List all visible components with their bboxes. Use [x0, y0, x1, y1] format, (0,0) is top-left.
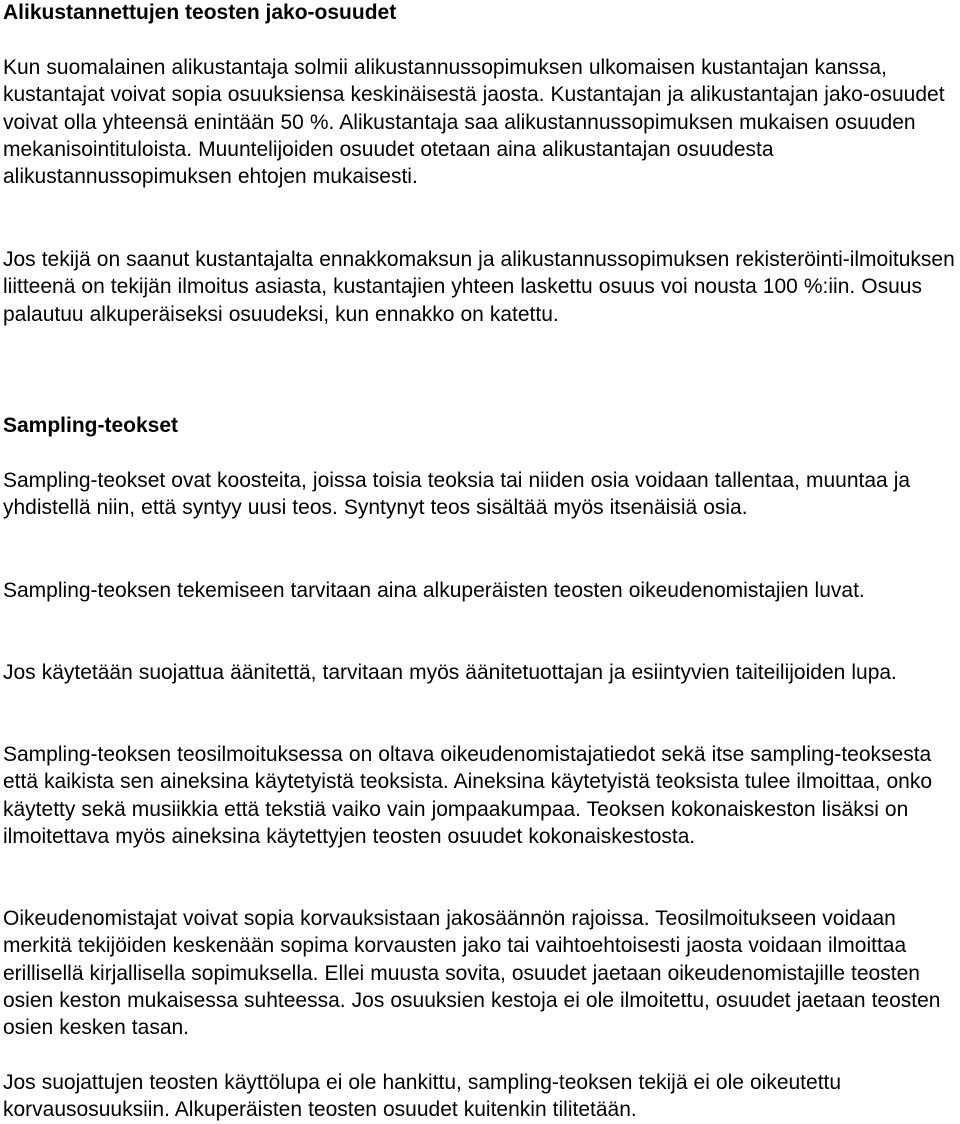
section-heading-alikustannettujen: Alikustannettujen teosten jako-osuudet [3, 1, 397, 24]
paragraph-sampling-5: Oikeudenomistajat voivat sopia korvauksistaan jakosäännön rajoissa. Teosilmoitukseen voidaan merkitä tekijöiden keskenään sopima korvausten jako tai vaihtoehtoisesti jaosta voidaan ilmoittaa erillisellä kirjallisella sopimuksella. Ellei muusta sovita, osuudet jaetaan oikeudenomistajille teosten osien keston mukaisessa suhteessa. Jos osuuksien kestoja ei ole ilmoitettu, osuudet jaetaan teosten osien kesken tasan. [3, 907, 941, 1040]
section-heading-sampling: Sampling-teokset [3, 414, 179, 437]
paragraph-sampling-1: Sampling-teokset ovat koosteita, joissa toisia teoksia tai niiden osia voidaan tallentaa, muuntaa ja yhdistellä niin, että syntyy uusi teos. Syntynyt teos sisältää myös itsenäisiä osia. [3, 469, 911, 520]
paragraph-sampling-2: Sampling-teoksen tekemiseen tarvitaan aina alkuperäisten teosten oikeudenomistajien luvat. [3, 579, 865, 602]
paragraph-sampling-6: Jos suojattujen teosten käyttölupa ei ole hankittu, sampling-teoksen tekijä ei ole oikeutettu korvausosuuksiin. Alkuperäisten teosten osuudet kuitenkin tilitetään. [3, 1071, 842, 1122]
paragraph-alikustannus-1: Kun suomalainen alikustantaja solmii alikustannussopimuksen ulkomaisen kustantajan kanssa, kustantajat voivat sopia osuuksiensa keskinäisestä jaosta. Kustantajan ja alikustantajan jako-osuudet voivat olla yhteensä enintään 50 %. Alikustantaja saa alikustannussopimuksen mukaisen osuuden mekanisointituloista. Muuntelijoiden osuudet otetaan aina alikustantajan osuudesta alikustannussopimuksen ehtojen mukaisesti. [3, 56, 945, 189]
paragraph-sampling-3: Jos käytetään suojattua äänitettä, tarvitaan myös äänitetuottajan ja esiintyvien taiteilijoiden lupa. [3, 661, 897, 684]
paragraph-alikustannus-2: Jos tekijä on saanut kustantajalta ennakkomaksun ja alikustannussopimuksen rekisteröinti-ilmoituksen liitteenä on tekijän ilmoitus asiasta, kustantajien yhteen laskettu osuus voi nousta 100 %:iin. Osuus palautuu alkuperäiseksi osuudeksi, kun ennakko on katettu. [3, 248, 955, 326]
paragraph-sampling-4: Sampling-teoksen teosilmoituksessa on oltava oikeudenomistajatiedot sekä itse sampling-teoksesta että kaikista sen aineksina käytetyistä teoksista. Aineksina käytetyistä teoksista tulee ilmoittaa, onko käytetty sekä musiikkia että tekstiä vaiko vain jompaakumpaa. Teoksen kokonaiskeston lisäksi on ilmoitettava myös aineksina käytettyjen teosten osuudet kokonaiskestosta. [3, 743, 933, 848]
